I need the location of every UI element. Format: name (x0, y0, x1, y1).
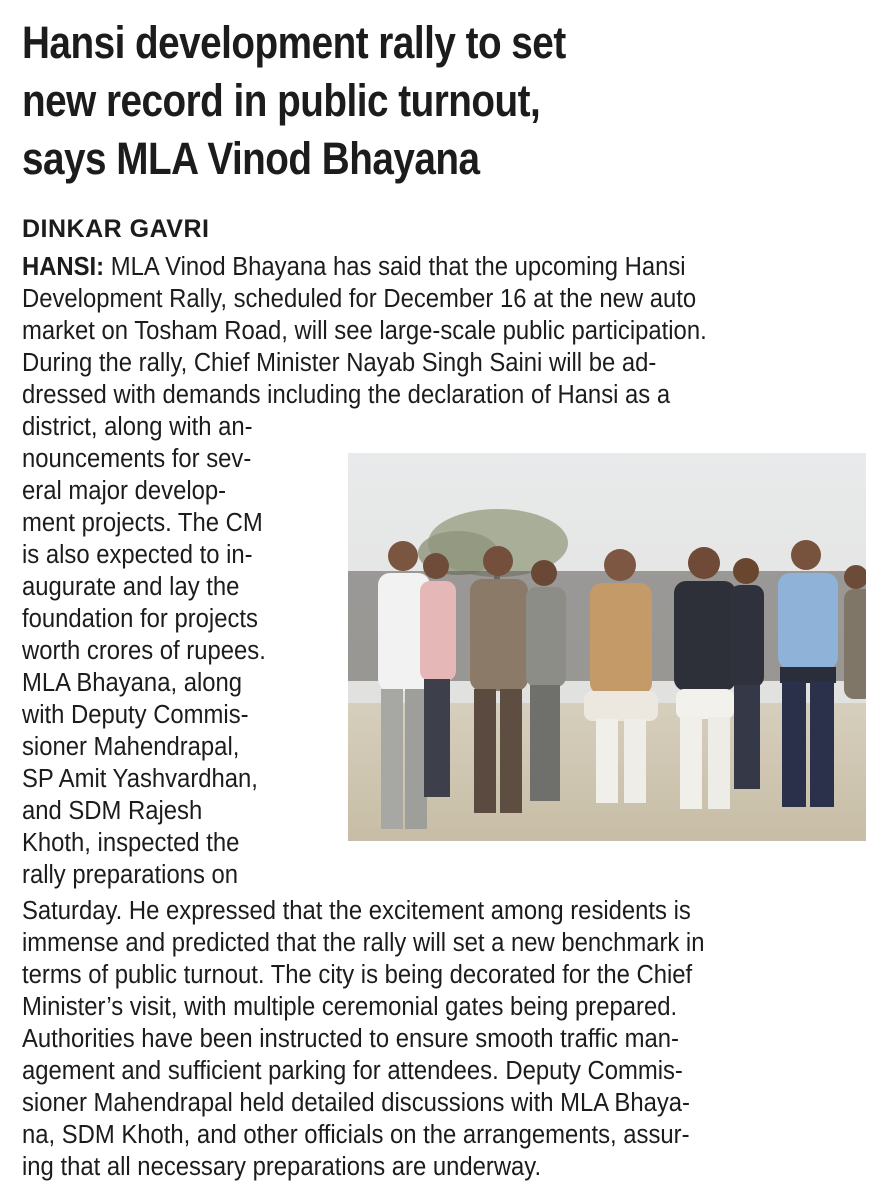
body-line: Khoth, inspected the (22, 829, 240, 857)
news-photo (348, 453, 866, 841)
body-line: terms of public turnout. The city is being decorated for the Chief (22, 961, 693, 989)
headline (22, 14, 762, 188)
body-line: Development Rally, scheduled for December 16 at the new auto (22, 285, 697, 313)
headline-line-1: Hansi development rally to set (22, 17, 566, 68)
body-line: ment projects. The CM (22, 509, 263, 537)
body-line: worth crores of rupees. (22, 637, 266, 665)
body-line: nouncements for sev- (22, 445, 252, 473)
byline: DINKAR GAVRI (22, 215, 210, 243)
body-line: with Deputy Commis- (22, 701, 249, 729)
body-line: agement and sufficient parking for attendees. Deputy Commis- (22, 1057, 683, 1085)
officials-inspection-photo (348, 453, 866, 841)
body-line: district, along with an- (22, 413, 253, 441)
body-line: Authorities have been instructed to ensure smooth traffic man- (22, 1025, 679, 1053)
body-line: ing that all necessary preparations are underway. (22, 1153, 542, 1181)
body-line: foundation for projects (22, 605, 258, 633)
body-line: dressed with demands including the declaration of Hansi as a (22, 381, 671, 409)
body-line: During the rally, Chief Minister Nayab Singh Saini will be ad- (22, 349, 657, 377)
body-line: Saturday. He expressed that the excitement among residents is (22, 897, 691, 925)
person-right-edge (844, 565, 866, 699)
dateline: HANSI: (22, 253, 105, 281)
headline-line-2: new record in public turnout, (22, 75, 541, 126)
body-line: augurate and lay the (22, 573, 240, 601)
body-line-text: MLA Vinod Bhayana has said that the upcoming Hansi (104, 253, 686, 281)
body-line: rally preparations on (22, 861, 239, 889)
headline-line-3: says MLA Vinod Bhayana (22, 133, 480, 184)
body-line: Minister’s visit, with multiple ceremonial gates being prepared. (22, 993, 678, 1021)
body-line (22, 251, 686, 283)
body-line: market on Tosham Road, will see large-scale public participation. (22, 317, 707, 345)
body-line: is also expected to in- (22, 541, 253, 569)
body-line: eral major develop- (22, 477, 227, 505)
body-line: and SDM Rajesh (22, 797, 203, 825)
body-line: sioner Mahendrapal, (22, 733, 240, 761)
body-line: immense and predicted that the rally will set a new benchmark in (22, 929, 705, 957)
person-dark-jacket (730, 558, 764, 789)
body-line: sioner Mahendrapal held detailed discussions with MLA Bhaya- (22, 1089, 690, 1117)
body-line: MLA Bhayana, along (22, 669, 243, 697)
body-line: SP Amit Yashvardhan, (22, 765, 258, 793)
person-grey-suit (526, 560, 566, 801)
body-line: na, SDM Khoth, and other officials on the arrangements, assur- (22, 1121, 690, 1149)
